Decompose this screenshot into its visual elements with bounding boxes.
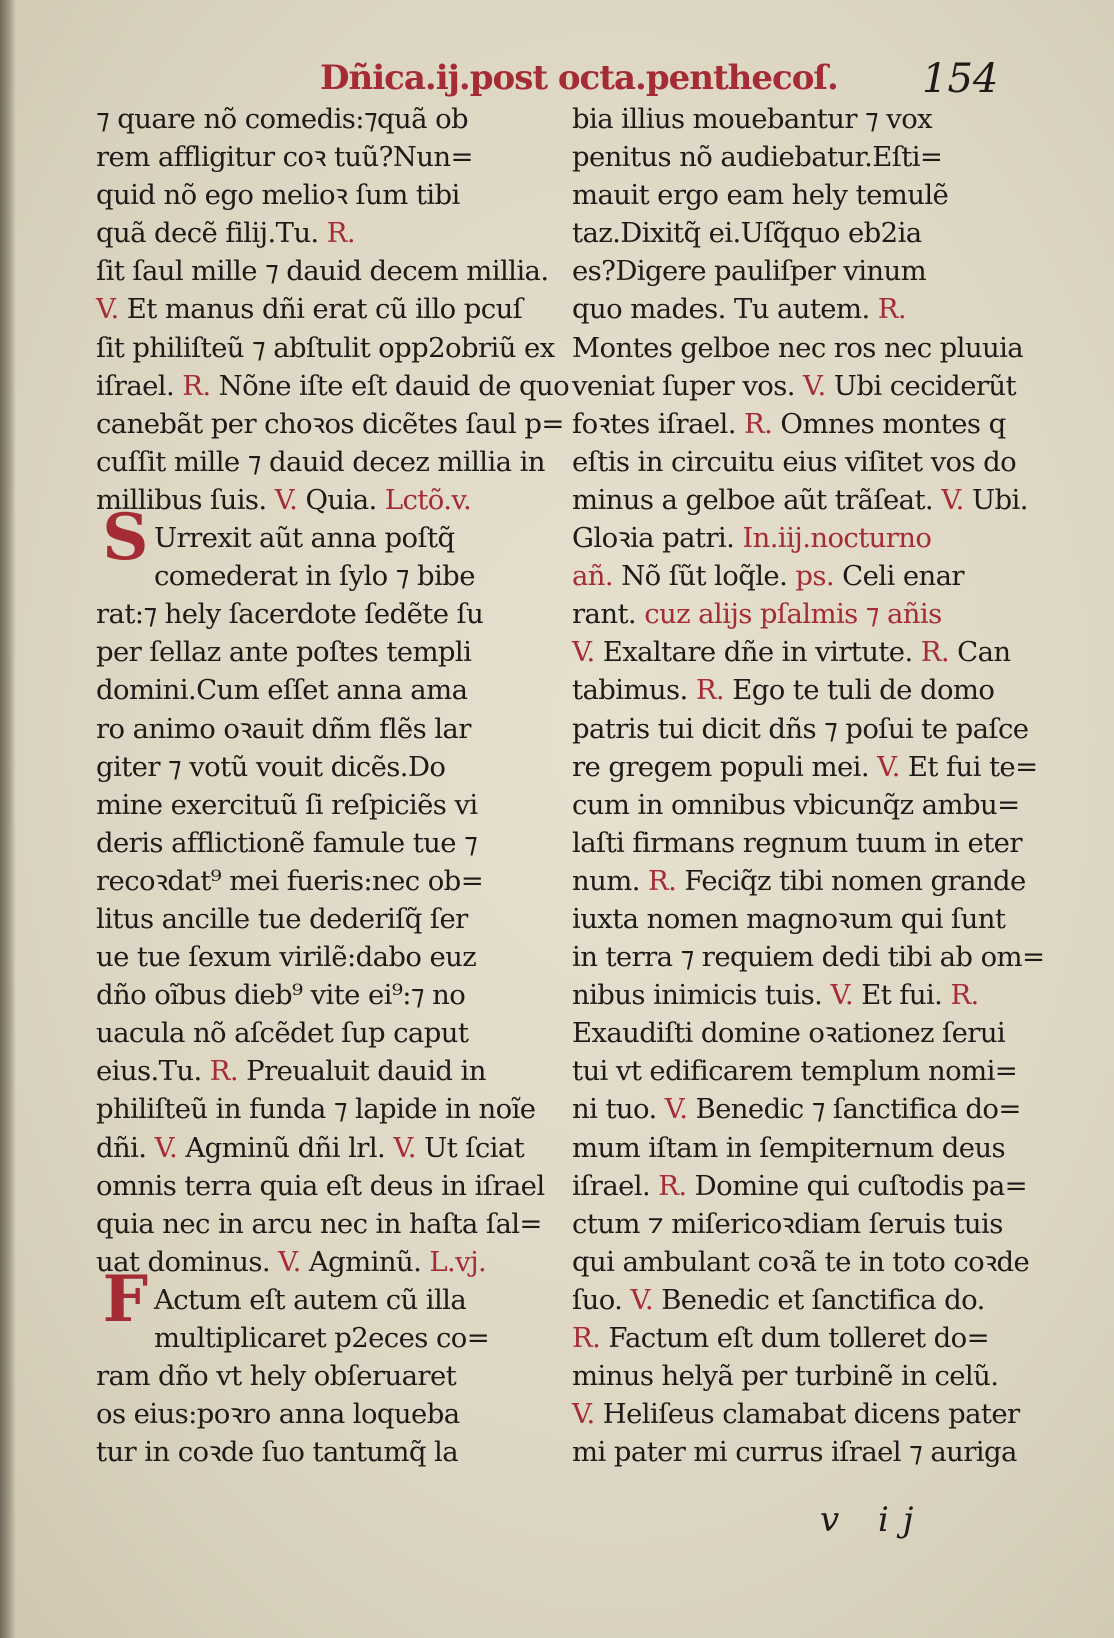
right-column-line [572,443,1016,481]
rubric-mark: ps. [787,560,843,593]
line-text: ſit ſaul mille ⁊ dauid decem millia. [96,255,549,288]
left-column-line [96,1243,528,1281]
right-column-line [572,1433,1016,1471]
rubric-mark: R. [318,217,355,250]
line-text: num. [572,864,640,897]
line-text: deris afflictionẽ famule tue ⁊ [96,826,478,859]
left-column-line [96,290,528,328]
right-column-line [572,252,1016,290]
line-text: ſit philiſteũ ⁊ abſtulit opp2obriũ ex [96,331,555,364]
left-column-line [96,748,528,786]
left-column-line [96,976,528,1014]
right-column-line [572,633,1016,671]
left-column-line [96,405,564,443]
right-column-line [572,671,1016,709]
line-text: tur in coꝛde ſuo tantumq̃ la [96,1436,459,1469]
rubric-mark: V. [622,1283,662,1316]
line-text: Exaudiſti domine oꝛationez ſerui [572,1017,1006,1050]
line-text: ni tuo. [572,1093,657,1126]
left-column-line [96,710,528,748]
right-column-line [572,1129,1016,1167]
line-text: Et manus dñi erat cũ illo pcuſ [126,293,523,326]
line-text: Celi enar [842,560,964,593]
rubric-mark: R. [912,636,958,669]
left-column-line [96,100,528,138]
line-text: penitus nõ audiebatur.Eſti= [572,141,943,174]
running-header: Dñica.ij.post octa.penthecoſ. [320,58,838,98]
rubric-mark: Lctõ.v. [376,483,472,516]
left-column-line [96,1014,528,1052]
left-column-line [96,1205,542,1243]
line-text: mum iſtam in ſempiternum deus [572,1131,1006,1164]
right-column-line [572,710,1029,748]
right-column-line [572,557,1016,595]
left-column-line [96,1433,528,1471]
right-column-line [572,786,1020,824]
line-text: rem affligitur coꝛ tuũ?Nun= [96,141,473,174]
right-column-line [572,900,1016,938]
binding-gutter [0,0,16,1638]
folio-number: 154 [922,56,999,102]
line-text: ro animo oꝛauit dñm flẽs lar [96,712,471,745]
right-column-line [572,748,1038,786]
right-column-line [572,1319,1016,1357]
right-column-line [572,595,1016,633]
line-text: iſrael. [572,1169,651,1202]
right-column-line [572,1357,1016,1395]
left-column-line [96,633,528,671]
line-text: cuſſit mille ⁊ dauid decez millia in [96,445,545,478]
line-text: quo mades. Tu autem. [572,293,870,326]
left-column-line [96,138,528,176]
right-column-line [572,976,1016,1014]
left-column-line [96,1395,528,1433]
line-text: Actum eſt autem cũ illa [154,1283,467,1316]
left-column-line [96,176,528,214]
rubric-mark: V. [572,636,603,669]
rubric-mark: L.vj. [421,1245,487,1278]
line-text: comederat in ſylo ⁊ bibe [154,560,475,593]
left-column-line [96,367,570,405]
rubric-mark: R. [735,407,781,440]
rubric-mark: R. [650,1169,695,1202]
line-text: ram dño vt hely obſeruaret [96,1360,457,1393]
left-column-line [96,329,555,367]
right-column-line [572,329,1024,367]
right-column-line [572,1205,1016,1243]
rubric-mark: R. [869,293,906,326]
line-text: taz.Dixitq̃ ei.Uſq̃quo eb2ia [572,217,922,250]
right-column-line [572,405,1016,443]
right-column-line [572,519,1016,557]
line-text: ſuo. [572,1283,623,1316]
line-text: Quia. [305,483,377,516]
left-column-line [96,443,545,481]
line-text: tabimus. [572,674,688,707]
right-column-line [572,1395,1020,1433]
right-column-line [572,100,1016,138]
left-column-line [96,862,528,900]
left-column-line [96,671,528,709]
line-text: cum in omnibus vbicunq̃z ambu= [572,788,1020,821]
line-text: recoꝛdat⁹ mei fueris:nec ob= [96,864,484,897]
rubric-mark: cuz alijs pſalmis ⁊ añis [636,598,942,631]
line-text: omnis terra quia eſt deus in iſrael [96,1169,545,1202]
line-text: millibus ſuis. [96,483,267,516]
rubric-mark: R. [201,1055,247,1088]
right-column-line [572,1090,1021,1128]
line-text: nibus inimicis tuis. [572,979,823,1012]
line-text: Agminũ dñi lrl. [185,1131,386,1164]
right-column-line [572,138,1016,176]
rubric-mark: V. [656,1093,696,1126]
left-column-line [96,938,528,976]
line-text: litus ancille tue dederiſq̃ ſer [96,902,468,935]
line-text: re gregem populi mei. [572,750,869,783]
left-column-line [96,786,528,824]
right-text-column [572,100,1045,1471]
line-text: foꝛtes iſrael. [572,407,736,440]
line-text: Nõ ſũt loq̃le. [621,560,788,593]
left-column-line [96,557,528,595]
line-text: Et fui. [861,979,943,1012]
line-text: per ſellaz ante poſtes templi [96,636,472,669]
rubric-mark: R. [174,369,219,402]
line-text: mauit ergo eam hely temulẽ [572,179,949,212]
rubric-mark: R. [572,1322,609,1354]
rubric-mark: V. [868,750,908,783]
right-column-line [572,1243,1030,1281]
line-text: uacula nõ aſcẽdet ſup caput [96,1017,469,1050]
line-text: Urrexit aũt anna poſtq̃ [154,522,455,555]
line-text: Et fui te= [907,750,1038,783]
left-column-line [96,1129,528,1167]
rubric-mark: V. [385,1131,425,1164]
line-text: patris tui dicit dñs ⁊ poſui te paſce [572,712,1029,745]
line-text: ctum ⁊ miſericoꝛdiam ſeruis tuis [572,1207,1003,1240]
line-text: dñi. [96,1131,147,1164]
rubric-mark: V. [794,369,834,402]
line-text: Domine qui cuſtodis pa= [694,1169,1028,1202]
rubric-mark: R. [639,864,685,897]
line-text: veniat ſuper vos. [572,369,795,402]
line-text: Montes gelboe nec ros nec pluuia [572,331,1024,364]
line-text: ue tue ſexum virilẽ:dabo euz [96,941,477,974]
rubric-mark: R. [942,979,979,1012]
right-column-line [572,938,1045,976]
line-text: rant. [572,598,637,631]
right-column-line [572,1281,1016,1319]
line-text: Ut ſciat [424,1131,525,1164]
line-text: Factum eſt dum tolleret do= [608,1322,990,1354]
line-text: in terra ⁊ requiem dedi tibi ab om= [572,941,1045,974]
rubric-mark: V. [270,1245,309,1278]
rubric-mark: V. [96,293,127,326]
line-text: giter ⁊ votũ vouit dicẽs.Do [96,750,446,783]
line-text: bia illius mouebantur ⁊ vox [572,103,933,135]
rubric-mark: V. [572,1398,603,1431]
left-column-line [96,595,528,633]
rubric-mark: añ. [572,560,622,593]
left-column-line [96,1167,545,1205]
line-text: iuxta nomen magnoꝛum qui ſunt [572,902,1006,935]
right-column-line [572,1167,1028,1205]
rubric-mark: V. [266,483,306,516]
line-text: qui ambulant coꝛã te in toto coꝛde [572,1245,1030,1278]
right-column-line [572,481,1028,519]
left-column-line [96,214,528,252]
line-text: Agminũ. [308,1245,422,1278]
line-text: Omnes montes q [780,407,1006,440]
drop-initial: F [102,1261,148,1337]
line-text: canebãt per choꝛos dicẽtes ſaul p= [96,407,564,440]
line-text: Ubi. [971,483,1028,516]
line-text: Exaltare dñe in virtute. [602,636,913,669]
line-text: Benedic ⁊ ſanctifica do= [695,1093,1021,1126]
line-text: ⁊ quare nõ comedis:⁊quã ob [96,103,469,135]
line-text: minus helyã per turbinẽ in celũ. [572,1360,999,1393]
line-text: os eius:poꝛro anna loqueba [96,1398,460,1431]
line-text: iſrael. [96,369,175,402]
left-column-line [96,1319,528,1357]
line-text: laſti firmans regnum tuum in eter [572,826,1022,859]
signature-mark: v ij [820,1500,928,1540]
rubric-mark: V. [933,483,972,516]
left-column-line [96,900,528,938]
line-text: minus a gelboe aũt trãſeat. [572,483,934,516]
right-column-line [572,367,1016,405]
line-text: Heliſeus clamabat dicens pater [602,1398,1020,1431]
line-text: tui vt edificarem templum nomi= [572,1055,1018,1088]
line-text: quia nec in arcu nec in haſta ſal= [96,1207,542,1240]
line-text: multiplicaret p2eces co= [154,1322,490,1354]
right-column-line [572,1014,1016,1052]
line-text: Preualuit dauid in [246,1055,486,1088]
line-text: eſtis in circuitu eius viſitet vos do [572,445,1017,478]
line-text: philiſteũ in funda ⁊ lapide in noĩe [96,1093,536,1126]
line-text: Ego te tuli de domo [732,674,995,707]
line-text: rat:⁊ hely ſacerdote ſedẽte ſu [96,598,484,631]
right-column-line [572,176,1016,214]
line-text: mine exercituũ ſi reſpiciẽs vi [96,788,478,821]
right-column-line [572,862,1026,900]
line-text: Ubi ceciderũt [833,369,1016,402]
line-text: Gloꝛia patri. [572,522,735,555]
rubric-mark: V. [146,1131,186,1164]
right-column-line [572,214,1016,252]
line-text: mi pater mi currus iſrael ⁊ auriga [572,1436,1017,1469]
left-column-line [96,1052,528,1090]
line-text: quid nõ ego melioꝛ ſum tibi [96,179,460,212]
rubric-mark: R. [687,674,733,707]
right-column-line [572,824,1022,862]
line-text: Feciq̃z tibi nomen grande [684,864,1026,897]
left-column-line [96,1357,528,1395]
line-text: domini.Cum eſſet anna ama [96,674,468,707]
line-text: quã decẽ filij.Tu. [96,217,319,250]
left-column-line [96,252,549,290]
right-column-line [572,1052,1016,1090]
rubric-mark: V. [822,979,862,1012]
line-text: es?Digere pauliſper vinum [572,255,927,288]
rubric-mark: In.iij.nocturno [734,522,932,555]
drop-initial: S [102,500,148,576]
left-column-line [96,824,528,862]
line-text: uat dominus. [96,1245,271,1278]
left-column-line [96,1090,536,1128]
line-text: Can [957,636,1011,669]
left-column-line [96,481,528,519]
left-column-line [96,500,528,576]
line-text: Benedic et ſanctifica do. [661,1283,985,1316]
line-text: eius.Tu. [96,1055,202,1088]
line-text: dño oĩbus dieb⁹ vite ei⁹:⁊ no [96,979,466,1012]
left-text-column [96,100,570,1471]
right-column-line [572,290,1016,328]
line-text: Nõne iſte eſt dauid de quo [218,369,570,402]
